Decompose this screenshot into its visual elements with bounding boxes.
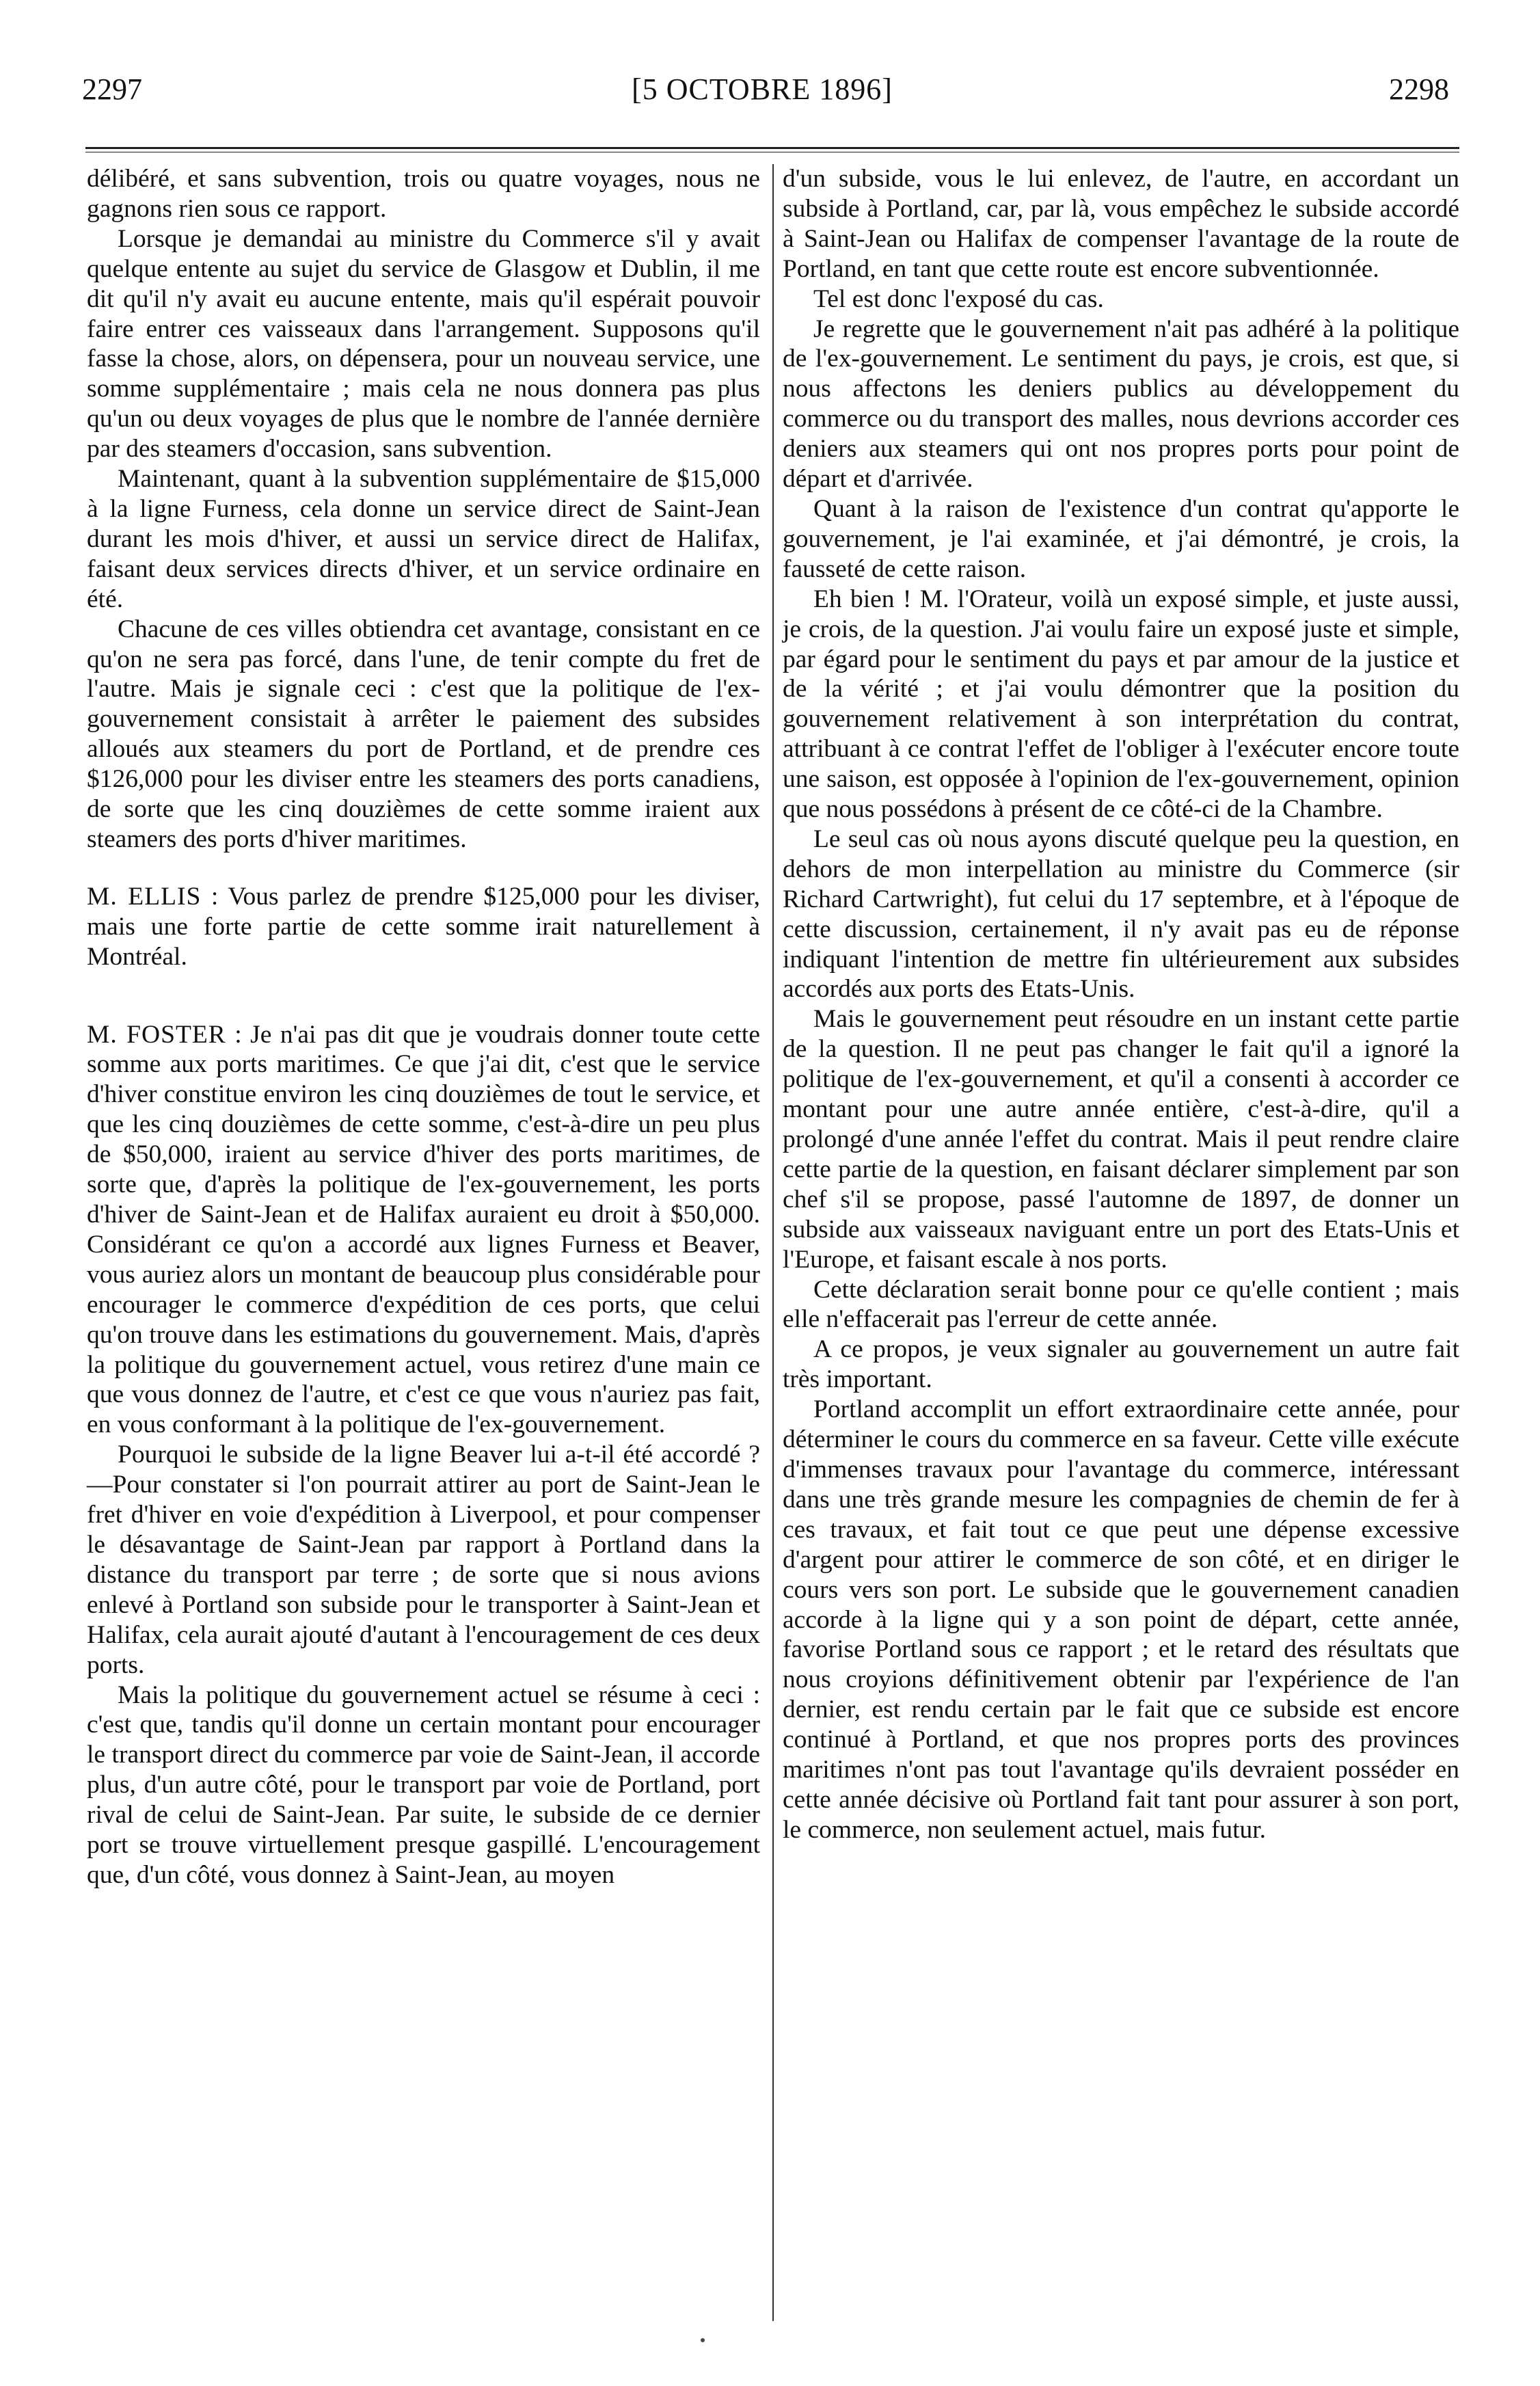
paragraph: d'un subside, vous le lui enlevez, de l'autre, en accordant un subside à Portland, car, par là, vous empêchez le subside accordé à Saint-Jean ou Halifax de compenser l'avantage de la route de Portland, en tant que cette route est encore subventionnée. — [783, 165, 1459, 283]
speaker-name: M. ELLIS — [87, 882, 202, 911]
right-column — [783, 164, 1459, 1845]
column-divider — [772, 164, 774, 2321]
page-date: [5 OCTOBRE 1896] — [632, 72, 893, 106]
paragraph: Mais la politique du gouvernement actuel se résume à ceci : c'est que, tandis qu'il donne un certain montant pour encourager le transport direct du commerce par voie de Saint-Jean, il accorde plus, d'un autre côté, pour le transport par voie de Portland, port rival de celui de Saint-Jean. Par suite, le subside de ce dernier port se trouve virtuellement presque gaspillé. L'encouragement que, d'un côté, vous donnez à Saint-Jean, au moyen — [87, 1680, 760, 1889]
paragraph: Eh bien ! M. l'Orateur, voilà un exposé simple, et juste aussi, je crois, de la question. J'ai voulu faire un exposé juste et simple, par égard pour le sentiment du pays et par amour de la justice et de la vérité ; et j'ai voulu démontrer que la position du gouvernement relativement à son interprétation du contrat, attribuant à ce contrat l'effet de l'obliger à l'exécuter encore toute une saison, est opposée à l'opinion de l'ex-gouvernement, opinion que nous possédons à présent de ce côté-ci de la Chambre. — [783, 585, 1459, 824]
printer-mark — [701, 2338, 705, 2342]
paragraph: Quant à la raison de l'existence d'un contrat qu'apporte le gouvernement, je l'ai examinée, et j'ai démontré, je crois, la fausseté de cette raison. — [783, 494, 1459, 583]
speech-text: : Vous parlez de prendre $125,000 pour les diviser, mais une forte partie de cette somme irait naturellement à Montréal. — [87, 882, 760, 971]
paragraph: Je regrette que le gouvernement n'ait pas adhéré à la politique de l'ex-gouvernement. Le sentiment du pays, je crois, est que, si nous affectons les deniers publics au développement du commerce ou du transport des malles, nous devrions accorder ces deniers aux steamers qui ont nos propres ports pour point de départ et d'arrivée. — [783, 314, 1459, 494]
speech-text: : Je n'ai pas dit que je voudrais donner toute cette somme aux ports maritimes. Ce que j'ai dit, c'est que le service d'hiver constitue environ les cinq douzièmes de tout le service, et que les cinq douzièmes de cette somme, c'est-à-dire un peu plus de $50,000, iraient au service d'hiver des ports maritimes, de sorte que, d'après la politique de l'ex-gouvernement, les ports d'hiver de Saint-Jean et de Halifax auraient eu droit à $50,000. Considérant ce qu'on a accordé aux lignes Furness et Beaver, vous auriez alors un montant de beaucoup plus considérable pour encourager le commerce d'expédition de ces ports, que celui qu'on trouve dans les estimations du gouvernement. Mais, d'après la politique du gouvernement actuel, vous retirez d'une main ce que vous donnez de l'autre, et c'est ce que vous n'auriez pas fait, en vous conformant à la politique de l'ex-gouvernement. — [87, 1020, 760, 1439]
paragraph: Chacune de ces villes obtiendra cet avantage, consistant en ce qu'on ne sera pas forcé, dans l'une, de tenir compte du fret de l'autre. Mais je signale ceci : c'est que la politique de l'ex-gouvernement consistait à arrêter le paiement des subsides alloués aux steamers du port de Portland, et de prendre ces $126,000 pour les diviser entre les steamers des ports canadiens, de sorte que les cinq douzièmes de cette somme iraient aux steamers des ports d'hiver maritimes. — [87, 615, 760, 853]
speech-foster — [87, 1020, 760, 1440]
paragraph: A ce propos, je veux signaler au gouvernement un autre fait très important. — [783, 1335, 1459, 1394]
page-number-left: 2297 — [82, 72, 142, 106]
header-rule — [85, 147, 1459, 152]
page-header — [68, 55, 1456, 116]
paragraph: Maintenant, quant à la subvention supplémentaire de $15,000 à la ligne Furness, cela donne un service direct de Saint-Jean durant les mois d'hiver, et aussi un service direct de Halifax, faisant deux services directs d'hiver, et un service ordinaire en été. — [87, 465, 760, 613]
paragraph: Lorsque je demandai au ministre du Commerce s'il y avait quelque entente au sujet du service de Glasgow et Dublin, il me dit qu'il n'y avait eu aucune entente, mais qu'il espérait pouvoir faire entrer ces vaisseaux dans l'arrangement. Supposons qu'il fasse la chose, alors, on dépensera, pour un nouveau service, une somme supplémentaire ; mais cela ne nous donnera pas plus qu'un ou deux voyages de plus que le nombre de l'année dernière par des steamers d'occasion, sans subvention. — [87, 224, 760, 464]
paragraph: Mais le gouvernement peut résoudre en un instant cette partie de la question. Il ne peut pas changer le fait qu'il a ignoré la politique de l'ex-gouvernement, et qu'il a consenti à accorder ce montant pour une autre année entière, c'est-à-dire, qu'il a prolongé d'une année l'effet du contrat. Mais il peut rendre claire cette partie de la question, en faisant déclarer simplement par son chef s'il se propose, passé l'automne de 1897, de donner un subside aux vaisseaux naviguant entre un port des Etats-Unis et l'Europe, et faisant escale à nos ports. — [783, 1005, 1459, 1274]
speech-ellis — [87, 882, 760, 972]
paragraph: Le seul cas où nous ayons discuté quelque peu la question, en dehors de mon interpellation au ministre du Commerce (sir Richard Cartwright), fut celui du 17 septembre, et à l'époque de cette discussion, certainement, il n'y avait pas eu de réponse indiquant l'intention de mettre fin ultérieurement aux subsides accordés aux ports des Etats-Unis. — [783, 825, 1459, 1004]
paragraph: Cette déclaration serait bonne pour ce qu'elle contient ; mais elle n'effacerait pas l'erreur de cette année. — [783, 1275, 1459, 1334]
page-number-right: 2298 — [1389, 72, 1449, 106]
speaker-name: M. FOSTER — [87, 1020, 226, 1049]
left-column — [87, 164, 760, 1890]
paragraph: délibéré, et sans subvention, trois ou quatre voyages, nous ne gagnons rien sous ce rapport. — [87, 165, 760, 223]
paragraph: Tel est donc l'exposé du cas. — [813, 284, 1104, 313]
paragraph: Portland accomplit un effort extraordinaire cette année, pour déterminer le cours du commerce en sa faveur. Cette ville exécute d'immenses travaux pour l'avantage du commerce, intéressant dans une très grande mesure les compagnies de chemin de fer à ces travaux, et fait tout ce que peut une dépense excessive d'argent pour attirer le commerce de son côté, et en diriger le cours vers son port. Le subside que le gouvernement canadien accorde à la ligne qui y a son point de départ, cette année, favorise Portland sous ce rapport ; et le retard des résultats que nous croyions définitivement obtenir par l'expérience de l'an dernier, est rendu certain par le fait que ce subside est encore continué à Portland, et que nos propres ports des provinces maritimes n'ont pas tout l'avantage qu'ils devraient posséder en cette année décisive où Portland fait tant pour assurer à son port, le commerce, non seulement actuel, mais futur. — [783, 1395, 1459, 1844]
paragraph: Pourquoi le subside de la ligne Beaver lui a-t-il été accordé ?—Pour constater si l'on pourrait attirer au port de Saint-Jean le fret d'hiver en voie d'expédition à Liverpool, et pour compenser le désavantage de Saint-Jean par rapport à Portland dans la distance du transport par terre ; de sorte que si nous avions enlevé à Portland son subside pour le transporter à Saint-Jean et Halifax, cela aurait ajouté d'autant à l'encouragement de ces deux ports. — [87, 1440, 760, 1679]
